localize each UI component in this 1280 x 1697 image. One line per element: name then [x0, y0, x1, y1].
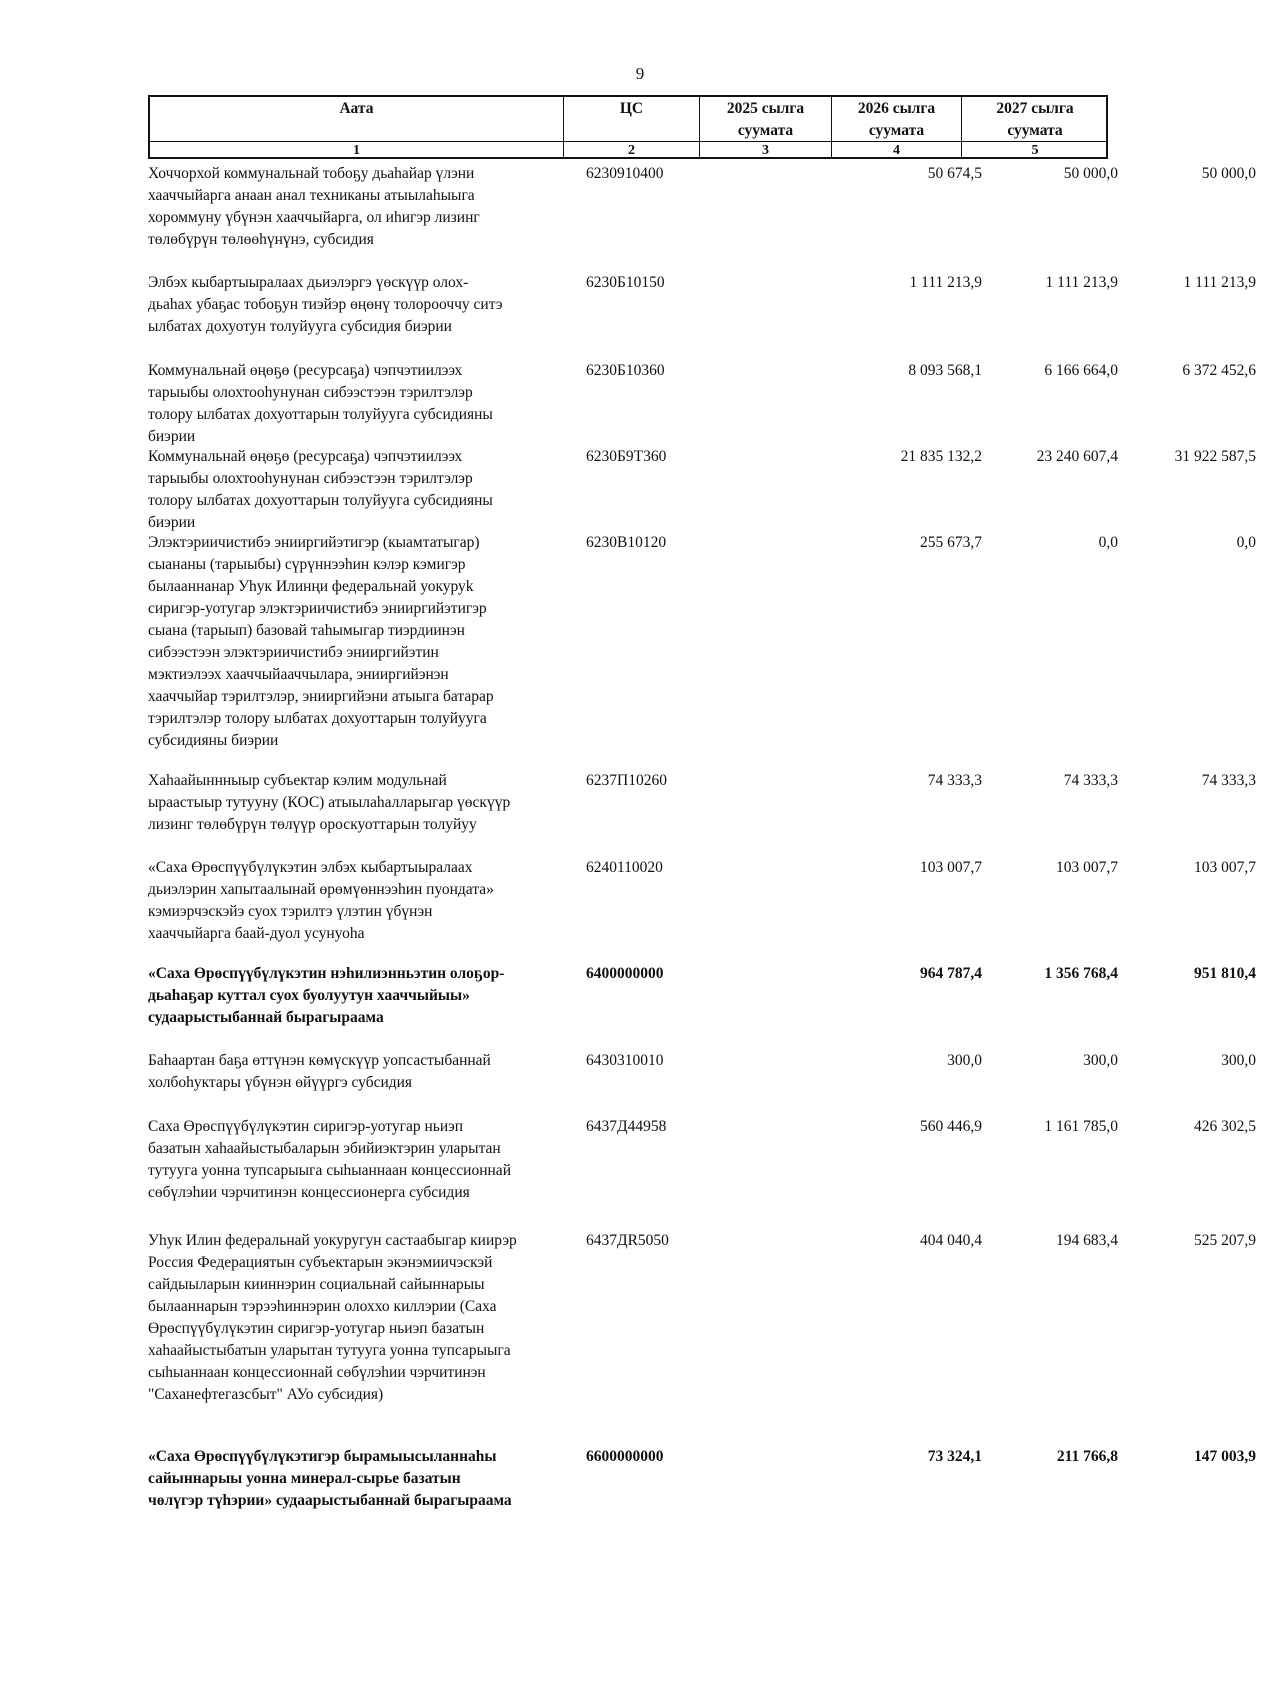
header-col-2027: 2027 сылга суумата: [996, 100, 1074, 139]
header-num-1: 1: [150, 141, 564, 159]
row-name-line: "Саханефтегазсбыт" АУо субсидия): [148, 1386, 384, 1403]
row-value-2025: 73 324,1: [927, 1448, 982, 1465]
row-value-2025: 560 446,9: [920, 1118, 982, 1135]
row-name-line: тутууга уонна тупсарыыга сыһыаннаан концессионнай: [148, 1162, 511, 1179]
row-code: 6437Д44958: [586, 1118, 667, 1135]
row-name-line: сайыннарыы уонна минерал-сырье базатын: [148, 1470, 461, 1487]
row-code: 6230Б9Т360: [586, 448, 667, 465]
row-name: [148, 532, 558, 752]
header-col-code: ЦС: [564, 97, 700, 141]
row-value-2025: 404 040,4: [920, 1232, 982, 1249]
row-value-2025: 103 007,7: [920, 859, 982, 876]
row-value-2027: 300,0: [1221, 1052, 1256, 1069]
row-name-line: «Саха Өрөспүүбүлүкэтин нэһилиэнньэтин олоҕор-: [148, 965, 505, 982]
row-name-line: хааччыйарга анаан анал техниканы атыылаһыыга: [148, 187, 475, 204]
row-name-line: былааннанар Уһук Илинңи федеральнай уокуруk: [148, 578, 474, 595]
row-value-2026: 103 007,7: [1056, 859, 1118, 876]
row-name-line: хааччыйар тэрилтэлэр, энииргийэни атыыга батарар: [148, 688, 494, 705]
row-name-line: холбоһуктары үбүнэн өйүүргэ субсидия: [148, 1074, 413, 1091]
row-value-2026: 6 166 664,0: [1044, 362, 1118, 379]
row-name-line: былааннарын тэрээһиннэрин олоххо киллэрии (Саха: [148, 1298, 497, 1315]
row-name: [148, 770, 558, 836]
row-code: 6230910400: [586, 165, 664, 182]
row-name-line: Баһаартан баҕа өттүнэн көмүскүүр уопсастыбаннай: [148, 1052, 491, 1069]
row-value-2027: 1 111 213,9: [1183, 274, 1256, 291]
row-name-line: сыһыаннаан концессионнай сөбүлэһии чэрчитинэн: [148, 1364, 486, 1381]
row-code: 6230В10120: [586, 534, 667, 551]
row-name-line: тарыыбы олохтооһунунан сибээстээн тэрилтэлэр: [148, 384, 473, 401]
row-name-line: сыана (тарыып) базовай таһымыгар тиэрдиинэн: [148, 622, 465, 639]
row-name-line: толору ылбатах дохуоттарын толуйууга субсидияны: [148, 406, 493, 423]
row-value-2025: 1 111 213,9: [909, 274, 982, 291]
row-value-2026: 74 333,3: [1063, 772, 1118, 789]
row-value-2027: 74 333,3: [1201, 772, 1256, 789]
row-value-2027: 0,0: [1236, 534, 1256, 551]
row-name-line: кэмиэрчэскэйэ суох тэрилтэ үлэтин үбүнэн: [148, 903, 433, 920]
row-value-2026: 50 000,0: [1063, 165, 1118, 182]
row-name-line: мэктиэлээх хааччыйааччылара, энииргийэнэн: [148, 666, 449, 683]
row-name: [148, 446, 558, 534]
row-name: [148, 163, 558, 251]
header-col-2026: 2026 сылга суумата: [832, 97, 962, 141]
row-code: 6600000000: [586, 1448, 664, 1465]
row-value-2026: 1 161 785,0: [1044, 1118, 1118, 1135]
row-value-2026: 211 766,8: [1056, 1448, 1118, 1465]
row-value-2027: 426 302,5: [1194, 1118, 1256, 1135]
row-value-2026: 0,0: [1098, 534, 1118, 551]
row-name-line: ылбатах дохуотун толуйууга субсидия биэрии: [148, 318, 452, 335]
row-value-2025: 74 333,3: [927, 772, 982, 789]
row-name-line: чөлүгэр түһэрии» судаарыстыбаннай бырагыраама: [148, 1492, 512, 1509]
row-name-line: биэрии: [148, 514, 196, 531]
row-code: 6437ДR5050: [586, 1232, 669, 1249]
row-name-line: Коммунальнай өңөҕө (ресурсаҕа) чэпчэтиилээх: [148, 362, 463, 379]
row-name-line: сөбүлэһии чэрчитинэн концессионерга субсидия: [148, 1184, 470, 1201]
row-name: [148, 1116, 558, 1204]
row-name-line: ыраастыыр тутууну (КОС) атыылаһалларыгар үөскүүр: [148, 794, 511, 811]
row-name-line: хаһаайыстыбатын уларытан тутууга уонна тупсарыыга: [148, 1342, 511, 1359]
row-name: [148, 1050, 558, 1094]
row-name-line: төлөбүрүн төлөөһүнүнэ, субсидия: [148, 231, 374, 248]
row-name-line: сиригэр-уотугар элэктэриичистибэ энииргийэтигэр: [148, 600, 487, 617]
row-name: [148, 1230, 558, 1406]
row-code: 6230Б10150: [586, 274, 665, 291]
row-value-2027: 951 810,4: [1194, 965, 1256, 982]
header-col-name: Аата: [150, 97, 564, 141]
row-name: [148, 272, 558, 338]
row-name: [148, 1446, 558, 1512]
row-name: [148, 360, 558, 448]
row-value-2027: 50 000,0: [1201, 165, 1256, 182]
row-name-line: «Саха Өрөспүүбүлүкэтин элбэх кыбартыыралаах: [148, 859, 473, 876]
row-value-2027: 6 372 452,6: [1182, 362, 1256, 379]
header-col-2025: 2025 сылга суумата: [700, 97, 832, 141]
row-name-line: дьиэлэрин хапытаалынай өрөмүөннээһин пуондата»: [148, 881, 494, 898]
row-value-2025: 300,0: [947, 1052, 982, 1069]
row-name-line: Элэктэриичистибэ энииргийэтигэр (кыамтатыгар): [148, 534, 480, 551]
row-name: [148, 963, 558, 1029]
row-value-2025: 21 835 132,2: [900, 448, 982, 465]
header-num-3: 3: [700, 141, 832, 159]
row-name-line: хааччыйарга баай-дуол усунуоһа: [148, 925, 365, 942]
row-name-line: базатын хаһаайыстыбаларын эбийиэктэрин уларытан: [148, 1140, 501, 1157]
row-name-line: Саха Өрөспүүбүлүкэтин сиригэр-уотугар ньиэп: [148, 1118, 464, 1135]
row-name-line: Россия Федерациятын субъектарын экэнэмиичэскэй: [148, 1254, 493, 1271]
row-name-line: биэрии: [148, 428, 196, 445]
row-name-line: Өрөспүүбүлүкэтин сиригэр-уотугар ньиэп базатын: [148, 1320, 485, 1337]
row-value-2027: 525 207,9: [1194, 1232, 1256, 1249]
row-name-line: Элбэх кыбартыыралаах дьиэлэргэ үөскүүр олох-: [148, 274, 469, 291]
row-value-2026: 300,0: [1083, 1052, 1118, 1069]
row-name-line: толору ылбатах дохуоттарын толуйууга субсидияны: [148, 492, 493, 509]
row-value-2025: 8 093 568,1: [908, 362, 982, 379]
row-name-line: сибээстээн элэктэриичистибэ энииргийэтин: [148, 644, 439, 661]
row-name-line: сыананы (тарыыбы) сүрүннээһин кэлэр кэмигэр: [148, 556, 466, 573]
row-value-2026: 1 356 768,4: [1044, 965, 1118, 982]
row-code: 6230Б10360: [586, 362, 665, 379]
row-name-line: судаарыстыбаннай бырагыраама: [148, 1009, 384, 1026]
row-name-line: дьаһах убаҕас тобоҕун тиэйэр өңөнү толорооччу ситэ: [148, 296, 503, 313]
row-value-2026: 194 683,4: [1056, 1232, 1118, 1249]
row-code: 6237П10260: [586, 772, 667, 789]
row-value-2026: 23 240 607,4: [1036, 448, 1118, 465]
row-name-line: Хоччорхой коммунальнай тобоҕу дьаһайар үлэни: [148, 165, 475, 182]
header-num-5: 5: [962, 141, 1108, 159]
header-num-4: 4: [832, 141, 962, 159]
row-code: 6400000000: [586, 965, 664, 982]
header-num-2: 2: [564, 141, 700, 159]
row-name-line: хороммуну үбүнэн хааччыйарга, ол иһигэр лизинг: [148, 209, 480, 226]
row-name-line: сайдыыларын кииннэрин социальнай сайыннарыы: [148, 1276, 485, 1293]
row-name-line: тэрилтэлэр толору ылбатах дохуоттарын толуйууга: [148, 710, 487, 727]
row-name-line: субсидияны биэрии: [148, 732, 279, 749]
row-code: 6240110020: [586, 859, 663, 876]
row-name: [148, 857, 558, 945]
row-value-2026: 1 111 213,9: [1045, 274, 1118, 291]
row-value-2027: 147 003,9: [1194, 1448, 1256, 1465]
page-number: 9: [635, 64, 645, 83]
row-value-2027: 103 007,7: [1194, 859, 1256, 876]
row-name-line: тарыыбы олохтооһунунан сибээстээн тэрилтэлэр: [148, 470, 473, 487]
row-name-line: Коммунальнай өңөҕө (ресурсаҕа) чэпчэтиилээх: [148, 448, 463, 465]
row-value-2027: 31 922 587,5: [1174, 448, 1256, 465]
row-code: 6430310010: [586, 1052, 664, 1069]
table-header: [148, 95, 1108, 159]
row-name-line: Уһук Илин федеральнай уокуругун састаабыгар киирэр: [148, 1232, 517, 1249]
row-name-line: «Саха Өрөспүүбүлүкэтигэр бырамыысыланнаһы: [148, 1448, 497, 1465]
row-name-line: Хаһаайыннныыр субъектар кэлим модульнай: [148, 772, 447, 789]
row-name-line: дьаһаҕар куттал суох буолуутун хааччыйыы»: [148, 987, 470, 1004]
row-value-2025: 255 673,7: [920, 534, 982, 551]
row-value-2025: 50 674,5: [927, 165, 982, 182]
row-name-line: лизинг төлөбүрүн төлүүр ороскуоттарын толуйуу: [148, 816, 477, 833]
row-value-2025: 964 787,4: [920, 965, 982, 982]
